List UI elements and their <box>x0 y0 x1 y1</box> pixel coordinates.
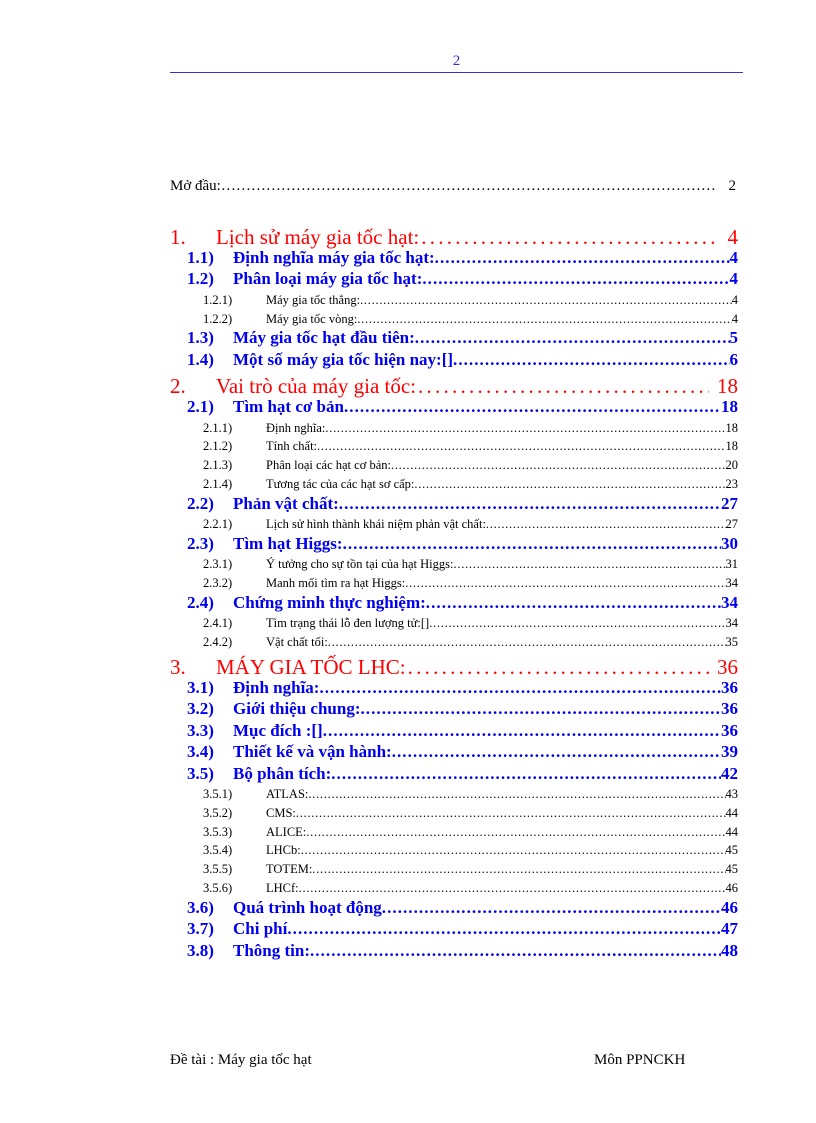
toc-entry-title: Phản vật chất: <box>233 493 339 513</box>
toc-entry-number: 1. <box>170 225 186 249</box>
toc-leader-dots <box>392 742 721 762</box>
toc-entry-title: CMS: <box>266 805 296 820</box>
toc-entry-number: 1.2.2) <box>203 311 233 326</box>
toc-entry-number: 2.3) <box>187 534 214 553</box>
toc-entry[interactable] <box>187 742 738 764</box>
toc-entry-title: Vai trò của máy gia tốc: <box>216 374 417 399</box>
toc-entry-title: Tìm hạt Higgs: <box>233 534 343 553</box>
toc-entry-number: 3.5) <box>187 763 214 783</box>
toc-entry-title: Quá trình hoạt động <box>233 897 382 917</box>
toc-entry[interactable] <box>203 312 738 329</box>
page-number: 2 <box>452 53 461 69</box>
toc-entry-page: 46 <box>721 897 738 917</box>
toc-entry-title: Máy gia tốc hạt đầu tiên: <box>233 328 415 348</box>
toc-leader-dots <box>310 941 721 961</box>
toc-entry-page: 6 <box>729 349 738 369</box>
toc-entry[interactable] <box>187 248 738 270</box>
toc-leader-dots <box>454 557 726 572</box>
toc-entry[interactable] <box>203 293 738 310</box>
toc-leader-dots <box>391 458 726 473</box>
toc-entry-number: 2.4) <box>187 593 214 612</box>
toc-entry-title: Vật chất tối: <box>266 635 328 650</box>
toc-entry-number: 2.1.2) <box>203 439 233 454</box>
toc-entry-title: LHCf: <box>266 881 299 895</box>
footer-course: Môn PPNCKH <box>594 1052 686 1068</box>
toc-entry-title: Chứng minh thực nghiệm: <box>233 593 426 612</box>
toc-leader-dots <box>301 843 726 858</box>
toc-entry-number: 3.8) <box>187 940 214 960</box>
toc-entry-title: Một số máy gia tốc hiện nay:[] <box>233 349 454 369</box>
toc-leader-dots <box>306 825 725 840</box>
toc-entry-page: 4 <box>731 311 738 326</box>
toc-entry[interactable] <box>187 397 738 419</box>
toc-entry-title: Máy gia tốc thẳng: <box>266 292 361 307</box>
toc-entry-page: 18 <box>717 374 738 399</box>
toc-entry-page: 45 <box>725 862 738 877</box>
toc-entry-page: 18 <box>725 439 738 454</box>
toc-entry-page: 42 <box>721 763 738 783</box>
toc-entry[interactable] <box>187 350 738 372</box>
toc-leader-dots <box>317 439 725 454</box>
toc-entry-number: 3.4) <box>187 742 214 762</box>
toc-entry-title: Tìm trạng thái lỗ đen lượng tử:[] <box>266 616 430 631</box>
toc-entry[interactable] <box>203 517 738 534</box>
toc-entry[interactable] <box>187 494 738 516</box>
toc-leader-dots <box>429 616 725 631</box>
toc-entry[interactable] <box>187 269 738 291</box>
toc-entry-title: MÁY GIA TỐC LHC: <box>216 655 406 679</box>
toc-leader-dots <box>408 655 709 680</box>
toc-leader-dots <box>486 517 726 532</box>
toc-entry-page: 45 <box>725 843 738 858</box>
toc-entry-title: TOTEM: <box>266 862 313 877</box>
toc-entry-page: 27 <box>725 517 738 532</box>
toc-entry-page: 39 <box>721 742 738 762</box>
toc-entry[interactable] <box>187 764 738 786</box>
toc-entry[interactable] <box>203 806 738 823</box>
toc-entry[interactable] <box>203 477 738 494</box>
toc-entry-page: 44 <box>725 805 738 820</box>
toc-entry-number: 1.3) <box>187 328 214 348</box>
toc-leader-dots <box>422 269 729 289</box>
toc-entry-number: 3.5.6) <box>203 881 233 895</box>
toc-entry-number: 2.3.1) <box>203 557 233 572</box>
toc-entry-number: 2.1.3) <box>203 458 233 473</box>
toc-entry-number: 1.2) <box>187 269 214 289</box>
toc-leader-dots <box>414 477 725 492</box>
toc-entry[interactable] <box>203 635 738 652</box>
toc-entry-page: 36 <box>721 699 738 719</box>
toc-entry-page: 34 <box>725 616 738 631</box>
toc-leader-dots <box>426 593 721 613</box>
toc-entry-title: LHCb: <box>266 843 301 858</box>
toc-entry[interactable] <box>187 593 738 615</box>
toc-entry-number: 2.1.1) <box>203 420 233 435</box>
toc-entry-number: 2.2) <box>187 493 214 513</box>
toc-entry-number: 2.2.1) <box>203 517 233 532</box>
toc-entry-number: 1.4) <box>187 349 214 369</box>
toc-entry-number: 2.4.1) <box>203 616 233 631</box>
toc-entry-page: 34 <box>725 576 738 591</box>
toc-entry-page: 36 <box>721 720 738 740</box>
toc-entry-page: 35 <box>725 635 738 650</box>
toc-entry-title: Định nghĩa: <box>233 678 320 697</box>
toc-entry[interactable] <box>203 576 738 593</box>
toc-entry-title: Tương tác của các hạt sơ cấp: <box>266 477 415 491</box>
toc-entry-page: 4 <box>731 292 738 307</box>
toc-entry[interactable] <box>203 881 738 898</box>
toc-entry-number: 2.1.4) <box>203 477 233 491</box>
toc-entry-number: 3.5.1) <box>203 787 233 801</box>
toc-entry-title: ALICE: <box>266 824 307 839</box>
toc-entry[interactable] <box>187 328 738 350</box>
toc-leader-dots <box>344 397 721 417</box>
toc-entry-number: 3.6) <box>187 897 214 917</box>
toc-entry-title: Phân loại các hạt cơ bản: <box>266 458 391 473</box>
toc-entry-title: Chi phí <box>233 919 288 939</box>
toc-leader-dots <box>331 764 721 784</box>
toc-entry-page: 36 <box>717 655 738 679</box>
toc-entry-page: 36 <box>721 678 738 697</box>
toc-entry-page: 4 <box>729 269 738 289</box>
toc-leader-dots <box>421 225 719 250</box>
toc-entry-number: 3.7) <box>187 919 214 939</box>
toc-leader-dots <box>361 699 722 719</box>
toc-entry-title: Ý tưởng cho sự tồn tại của hạt Higgs: <box>266 557 454 572</box>
toc-entry[interactable] <box>187 721 738 743</box>
toc-entry-number: 2.4.2) <box>203 635 233 650</box>
toc-entry[interactable] <box>203 825 738 842</box>
toc-leader-dots <box>360 293 732 308</box>
toc-entry-number: 2.1) <box>187 397 214 417</box>
toc-entry-number: 3.3) <box>187 720 214 740</box>
toc-entry-title: Thông tin: <box>233 940 310 960</box>
toc-entry-page: 43 <box>725 787 738 801</box>
toc-entry-number: 3.2) <box>187 699 214 719</box>
toc-entry[interactable] <box>187 699 738 721</box>
toc-entry-title: Định nghĩa: <box>266 420 326 435</box>
toc-entry-number: 3.5.5) <box>203 862 233 877</box>
toc-leader-dots <box>418 374 709 399</box>
toc-leader-dots <box>312 862 725 877</box>
toc-entry-page: 27 <box>721 493 738 513</box>
toc-entry[interactable] <box>203 439 738 456</box>
toc-entry-page: 47 <box>721 919 738 939</box>
toc-entry-title: Phân loại máy gia tốc hạt: <box>233 269 423 289</box>
toc-entry-title: Lịch sử máy gia tốc hạt: <box>216 225 420 249</box>
toc-entry-page: 5 <box>729 328 738 348</box>
toc-entry-page: 18 <box>725 420 738 435</box>
toc-entry[interactable] <box>187 678 738 700</box>
toc-leader-dots <box>339 494 721 514</box>
toc-leader-dots <box>435 248 730 268</box>
toc-entry-title: Tìm hạt cơ bản <box>233 397 344 417</box>
toc-leader-dots <box>319 678 721 698</box>
toc-entry[interactable] <box>203 421 738 438</box>
toc-entry-page: 46 <box>725 881 738 895</box>
toc-entry-page: 23 <box>725 477 738 491</box>
toc-entry-number: 1.2.1) <box>203 292 233 307</box>
toc-leader-dots <box>323 721 721 741</box>
toc-entry[interactable] <box>203 787 738 804</box>
toc-entry-page: 34 <box>721 593 738 612</box>
toc-entry-title: Tính chất: <box>266 439 318 454</box>
toc-entry[interactable] <box>203 557 738 574</box>
toc-entry-number: 1.1) <box>187 248 214 267</box>
toc-leader-dots <box>328 635 726 650</box>
toc-entry-title: Lịch sử hình thành khái niệm phản vật chất: <box>266 517 486 532</box>
toc-entry-title: Thiết kế và vận hành: <box>233 742 392 762</box>
toc-entry-page: 2 <box>728 178 736 194</box>
toc-entry-page: 4 <box>729 248 738 267</box>
toc-entry-page: 30 <box>721 534 738 553</box>
toc-leader-dots <box>308 787 725 802</box>
toc-entry-title: Bộ phân tích: <box>233 763 332 783</box>
toc-entry-title: Định nghĩa máy gia tốc hạt: <box>233 248 435 267</box>
toc-entry[interactable] <box>203 616 738 633</box>
toc-entry-number: 3.5.3) <box>203 824 233 839</box>
toc-entry-title: Mở đầu: <box>170 178 221 194</box>
toc-entry-number: 3.5.4) <box>203 843 233 858</box>
toc-entry[interactable] <box>203 843 738 860</box>
toc-entry[interactable] <box>203 862 738 879</box>
toc-entry[interactable] <box>187 941 738 963</box>
toc-leader-dots <box>325 421 725 436</box>
toc-entry-page: 31 <box>725 557 738 572</box>
toc-entry-title: ATLAS: <box>266 787 309 801</box>
toc-entry[interactable] <box>187 898 738 920</box>
toc-entry-number: 3. <box>170 655 186 679</box>
toc-entry-number: 3.1) <box>187 678 214 697</box>
toc-entry[interactable] <box>203 458 738 475</box>
toc-entry[interactable] <box>187 919 738 941</box>
toc-entry-page: 44 <box>725 824 738 839</box>
toc-leader-dots <box>299 881 726 896</box>
toc-leader-dots <box>287 919 721 939</box>
toc-leader-dots <box>343 534 721 554</box>
toc-entry-title: Máy gia tốc vòng: <box>266 311 358 326</box>
toc-leader-dots <box>357 312 731 327</box>
toc-entry-number: 3.5.2) <box>203 805 233 820</box>
toc-entry-title: Manh mối tìm ra hạt Higgs: <box>266 576 406 591</box>
toc-leader-dots <box>453 350 729 370</box>
toc-entry-title: Mục đích :[] <box>233 720 323 740</box>
toc-entry-page: 4 <box>727 225 738 249</box>
toc-entry-page: 18 <box>721 397 738 417</box>
toc-leader-dots <box>415 328 730 348</box>
toc-leader-dots <box>296 806 726 821</box>
toc-entry-title: Giới thiệu chung: <box>233 699 361 719</box>
toc-entry[interactable] <box>187 534 738 556</box>
toc-entry-page: 20 <box>725 458 738 473</box>
toc-leader-dots <box>405 576 725 591</box>
toc-entry-number: 2. <box>170 374 186 399</box>
footer-topic: Đề tài : Máy gia tốc hạt <box>170 1052 312 1068</box>
toc-leader-dots <box>382 898 721 918</box>
toc-entry-page: 48 <box>721 940 738 960</box>
toc-entry-number: 2.3.2) <box>203 576 233 591</box>
